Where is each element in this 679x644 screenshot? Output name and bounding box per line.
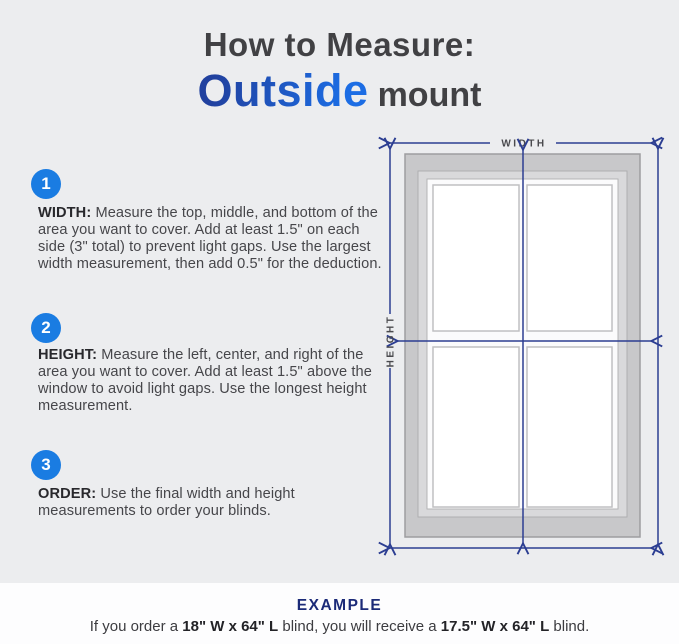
step-2-text bbox=[38, 347, 394, 415]
example-prefix: If you order a bbox=[89, 618, 183, 635]
page-title bbox=[0, 26, 679, 117]
window-pane-top-right bbox=[527, 185, 612, 331]
step-2-label: HEIGHT: bbox=[38, 347, 98, 363]
step-1-text bbox=[38, 205, 390, 273]
example-middle: blind, you will receive a bbox=[278, 618, 441, 635]
step-3-label: ORDER: bbox=[38, 486, 97, 502]
step-3-badge: 3 bbox=[31, 450, 61, 480]
window-pane-top-left bbox=[433, 185, 519, 331]
step-1-body: Measure the top, middle, and bottom of the area you want to cover. Add at least 1.5" on each side (3" total) to prevent light gaps. Use the largest width measurement, then add 0.5" for the deduction. bbox=[38, 205, 382, 272]
title-highlight: Outside bbox=[197, 65, 369, 116]
window-pane-bottom-right bbox=[527, 347, 612, 507]
title-line1: How to Measure: bbox=[203, 26, 476, 63]
width-arrow-label: WIDTH bbox=[501, 138, 547, 150]
example-suffix: blind. bbox=[549, 618, 590, 635]
title-line2 bbox=[0, 65, 679, 117]
step-2-body: Measure the left, center, and right of the area you want to cover. Add at least 1.5" above the window to avoid light gaps. Use the longest height measurement. bbox=[38, 347, 372, 414]
title-suffix: mount bbox=[377, 76, 482, 114]
window-pane-bottom-left bbox=[433, 347, 519, 507]
step-1-badge: 1 bbox=[31, 169, 61, 199]
example-sentence bbox=[0, 618, 679, 635]
step-3-text bbox=[38, 486, 388, 520]
step-2-badge: 2 bbox=[31, 313, 61, 343]
example-heading: EXAMPLE bbox=[296, 597, 383, 614]
step-3-body: Use the final width and height measurements to order your blinds. bbox=[38, 486, 295, 519]
height-arrow-label: HEIGHT bbox=[385, 314, 397, 368]
step-1-label: WIDTH: bbox=[38, 205, 92, 221]
example-ordered-size: 18" W x 64" L bbox=[182, 618, 279, 635]
example-received-size: 17.5" W x 64" L bbox=[440, 618, 550, 635]
window-measurement-diagram bbox=[370, 130, 670, 570]
example-section bbox=[0, 583, 679, 644]
